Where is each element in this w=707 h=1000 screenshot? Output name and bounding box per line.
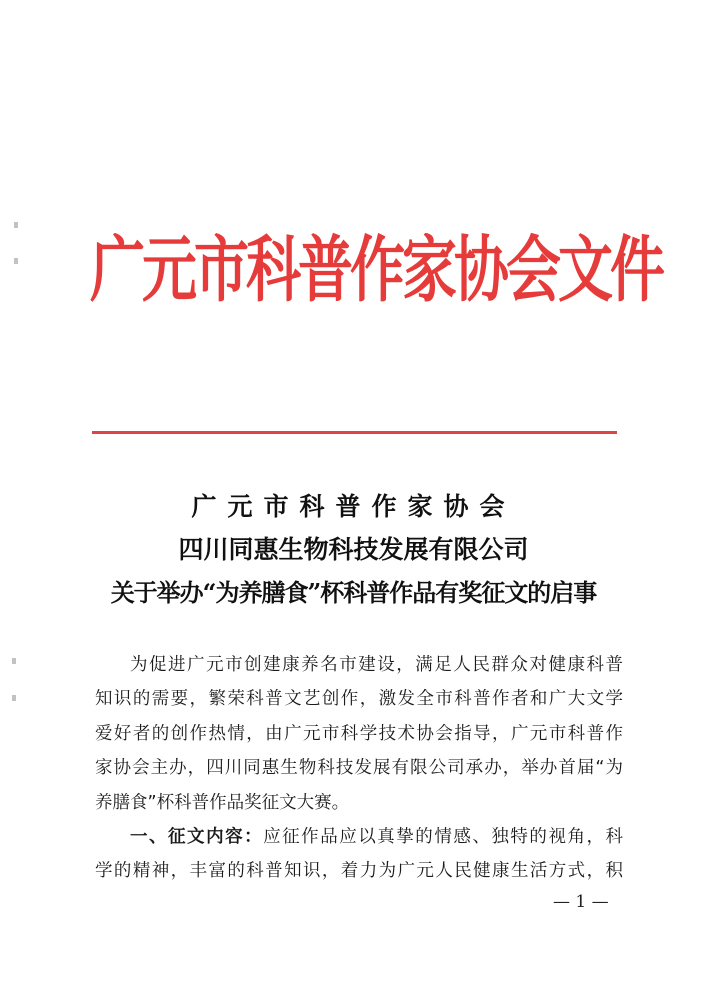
scan-mark-4 xyxy=(12,695,16,701)
title-line-subject: 关于举办“为养膳食”杯科普作品有奖征文的启事 xyxy=(110,578,597,607)
scan-mark-1 xyxy=(14,222,18,228)
announcement-title xyxy=(80,485,627,614)
paragraph-1-line: 知识的需要，繁荣科普文艺创作，激发全市科普作者和广大文学 xyxy=(95,689,623,710)
section-1-text: 应征作品应以真挚的情感、独特的视角，科 xyxy=(263,826,623,847)
paragraph-1-line: 家协会主办，四川同惠生物科技发展有限公司承办，举办首届“为 xyxy=(95,758,623,779)
scan-mark-3 xyxy=(12,658,16,664)
red-divider-line xyxy=(92,431,617,434)
document-masthead: 广元市科普作家协会文件 xyxy=(90,228,663,312)
title-line-company: 四川同惠生物科技发展有限公司 xyxy=(178,535,529,564)
paragraph-1-line: 为促进广元市创建康养名市建设，满足人民群众对健康科普 xyxy=(130,655,623,675)
section-1-line: 学的精神，丰富的科普知识，着力为广元人民健康生活方式，积 xyxy=(95,861,623,882)
section-1-heading: 一、征文内容： xyxy=(130,826,264,847)
document-body xyxy=(95,648,623,889)
section-1-first-line xyxy=(95,820,623,854)
paragraph-1-line: 爱好者的创作热情，由广元市科学技术协会指导，广元市科普作 xyxy=(95,723,623,744)
title-line-organizer: 广元市科普作家协会 xyxy=(191,492,516,521)
page-number: — 1 — xyxy=(553,892,609,912)
paragraph-1-line: 养膳食”杯科普作品奖征文大赛。 xyxy=(95,792,350,813)
scan-mark-2 xyxy=(14,258,18,264)
